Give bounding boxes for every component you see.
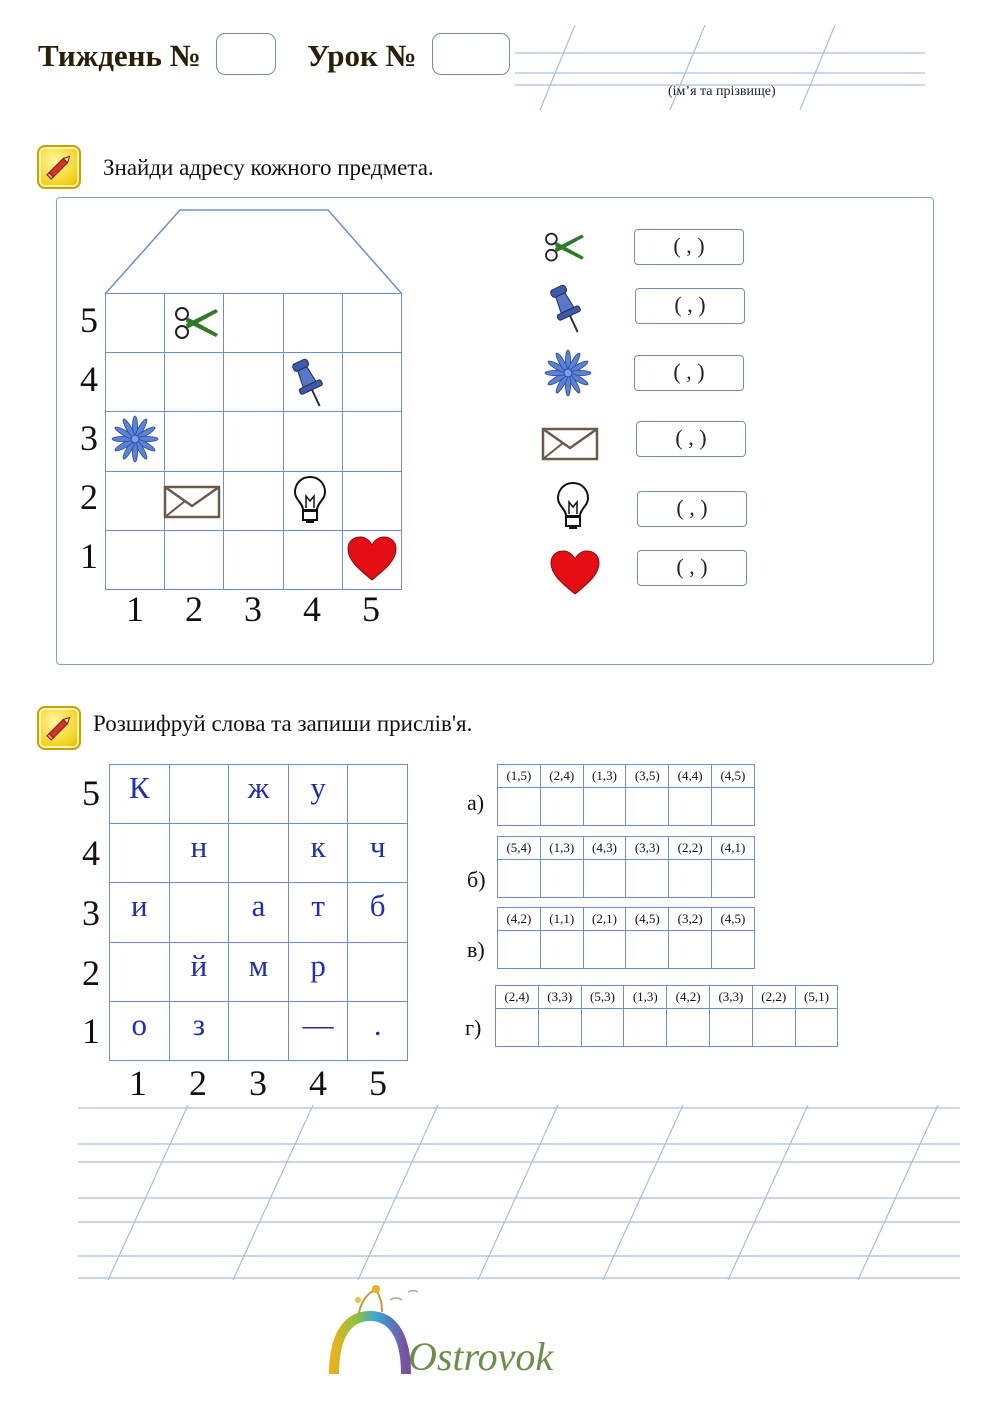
code-row-label: в) xyxy=(467,937,485,962)
house-grid-cell xyxy=(105,471,165,531)
code-row-label: а) xyxy=(467,790,485,815)
letter-cell: ч xyxy=(347,823,408,883)
code-cell[interactable] xyxy=(497,907,541,969)
letter-cell: а xyxy=(228,882,289,942)
week-number-input[interactable] xyxy=(216,33,276,75)
letter-cell xyxy=(169,882,230,942)
task1-x-axis xyxy=(105,588,401,628)
x-label: 1 xyxy=(129,1063,147,1103)
code-coordinate: (1,1) xyxy=(541,908,583,931)
task2-y-axis xyxy=(76,764,106,1060)
code-cell[interactable] xyxy=(711,836,755,898)
letter-cell: о xyxy=(109,1001,170,1061)
code-cell[interactable] xyxy=(581,985,625,1047)
letter-cell xyxy=(347,942,408,1002)
code-cell[interactable] xyxy=(752,985,796,1047)
x-label: 5 xyxy=(362,589,380,629)
x-label: 2 xyxy=(185,589,203,629)
code-coordinate: (4,5) xyxy=(712,765,754,788)
code-coordinate: (5,1) xyxy=(796,986,838,1009)
ostrovok-logo xyxy=(328,1282,578,1382)
code-cell[interactable] xyxy=(497,836,541,898)
y-label: 1 xyxy=(80,536,98,576)
code-cell[interactable] xyxy=(668,764,712,826)
house-grid-cell xyxy=(342,293,402,353)
house-grid-cell xyxy=(342,471,402,531)
code-cell[interactable] xyxy=(711,764,755,826)
x-label: 5 xyxy=(369,1063,387,1103)
task2-title: Розшифруй слова та запиши прислів'я. xyxy=(93,711,473,736)
letter-grid xyxy=(109,764,407,1060)
code-cell[interactable] xyxy=(625,907,669,969)
code-coordinate: (4,5) xyxy=(626,908,668,931)
code-cell[interactable] xyxy=(540,764,584,826)
pencil-icon xyxy=(37,145,81,189)
pushpin-icon xyxy=(545,282,591,336)
y-label: 3 xyxy=(80,418,98,458)
letter-cell xyxy=(109,823,170,883)
answer-box-envelope[interactable]: ( , ) xyxy=(636,421,746,457)
x-label: 3 xyxy=(244,589,262,629)
letter-cell xyxy=(347,764,408,824)
letter-cell: б xyxy=(347,882,408,942)
name-note: (ім’я та прізвище) xyxy=(668,84,776,99)
letter-cell: и xyxy=(109,882,170,942)
answer-box-heart[interactable]: ( , ) xyxy=(637,550,747,586)
letter-cell: . xyxy=(347,1001,408,1061)
x-label: 4 xyxy=(303,589,321,629)
code-cell[interactable] xyxy=(540,836,584,898)
y-label: 3 xyxy=(82,893,100,933)
house-grid-cell xyxy=(283,293,343,353)
code-coordinate: (1,5) xyxy=(498,765,540,788)
code-coordinate: (2,1) xyxy=(584,908,626,931)
answer-box-flower[interactable]: ( , ) xyxy=(634,355,744,391)
heart-icon xyxy=(346,535,398,583)
flower-icon xyxy=(110,414,160,464)
answer-box-pushpin[interactable]: ( , ) xyxy=(635,288,745,324)
x-label: 3 xyxy=(249,1063,267,1103)
code-coordinate: (3,3) xyxy=(539,986,581,1009)
lightbulb-icon xyxy=(555,480,591,532)
code-cell[interactable] xyxy=(583,907,627,969)
house-grid-cell xyxy=(223,530,283,590)
letter-cell xyxy=(109,942,170,1002)
code-cell[interactable] xyxy=(666,985,710,1047)
house-grid-cell xyxy=(283,530,343,590)
task2-x-axis xyxy=(109,1062,407,1102)
house-grid-cell xyxy=(164,411,224,471)
lightbulb-icon xyxy=(292,474,328,526)
code-cell[interactable] xyxy=(709,985,753,1047)
code-coordinate: (1,3) xyxy=(541,837,583,860)
house-grid-cell xyxy=(342,352,402,412)
code-coordinate: (5,3) xyxy=(582,986,624,1009)
y-label: 4 xyxy=(80,359,98,399)
lesson-label: Урок № xyxy=(307,38,417,73)
answer-box-scissors[interactable]: ( , ) xyxy=(634,229,744,265)
week-label: Тиждень № xyxy=(38,38,201,73)
house-grid-cell xyxy=(342,411,402,471)
house-grid-cell xyxy=(223,411,283,471)
y-label: 2 xyxy=(82,953,100,993)
x-label: 4 xyxy=(309,1063,327,1103)
house-grid-cell xyxy=(223,352,283,412)
y-label: 4 xyxy=(82,833,100,873)
letter-cell: з xyxy=(169,1001,230,1061)
letter-cell: р xyxy=(288,942,349,1002)
code-cell[interactable] xyxy=(623,985,667,1047)
code-coordinate: (2,4) xyxy=(496,986,538,1009)
envelope-icon xyxy=(163,484,221,520)
flower-icon xyxy=(543,348,593,398)
scissors-icon xyxy=(172,304,220,344)
code-cell[interactable] xyxy=(625,764,669,826)
code-cell[interactable] xyxy=(583,764,627,826)
code-cell[interactable] xyxy=(625,836,669,898)
code-cell[interactable] xyxy=(668,907,712,969)
letter-cell: ж xyxy=(228,764,289,824)
y-label: 1 xyxy=(82,1011,100,1051)
lesson-number-input[interactable] xyxy=(432,33,510,75)
letter-cell: й xyxy=(169,942,230,1002)
house-grid-cell xyxy=(105,352,165,412)
code-coordinate: (2,2) xyxy=(753,986,795,1009)
letter-cell: м xyxy=(228,942,289,1002)
house-grid-cell xyxy=(105,530,165,590)
code-coordinate: (1,3) xyxy=(584,765,626,788)
code-coordinate: (4,4) xyxy=(669,765,711,788)
code-coordinate: (2,4) xyxy=(541,765,583,788)
letter-cell: к xyxy=(288,823,349,883)
code-coordinate: (4,2) xyxy=(498,908,540,931)
y-label: 2 xyxy=(80,477,98,517)
pushpin-icon xyxy=(287,356,333,410)
y-label: 5 xyxy=(80,300,98,340)
code-coordinate: (3,2) xyxy=(669,908,711,931)
code-cell[interactable] xyxy=(795,985,839,1047)
code-coordinate: (4,1) xyxy=(712,837,754,860)
scissors-icon xyxy=(540,230,588,266)
code-cell[interactable] xyxy=(497,764,541,826)
pencil-icon xyxy=(37,706,81,750)
letter-cell xyxy=(228,823,289,883)
letter-cell: у xyxy=(288,764,349,824)
house-grid-cell xyxy=(223,471,283,531)
code-coordinate: (3,3) xyxy=(710,986,752,1009)
code-cell[interactable] xyxy=(711,907,755,969)
code-cell[interactable] xyxy=(583,836,627,898)
x-label: 1 xyxy=(126,589,144,629)
code-coordinate: (4,5) xyxy=(712,908,754,931)
x-label: 2 xyxy=(189,1063,207,1103)
envelope-icon xyxy=(541,426,599,462)
y-label: 5 xyxy=(82,773,100,813)
code-coordinate: (1,3) xyxy=(624,986,666,1009)
heart-icon xyxy=(549,549,601,597)
letter-cell xyxy=(228,1001,289,1061)
letter-cell xyxy=(169,764,230,824)
code-row-label: г) xyxy=(465,1015,482,1040)
logo-text: Ostrovok xyxy=(408,1334,554,1379)
house-grid-cell xyxy=(283,411,343,471)
letter-cell: т xyxy=(288,882,349,942)
house-grid-cell xyxy=(164,530,224,590)
code-cell[interactable] xyxy=(538,985,582,1047)
code-coordinate: (2,2) xyxy=(669,837,711,860)
code-cell[interactable] xyxy=(668,836,712,898)
house-roof xyxy=(100,205,410,300)
code-coordinate: (3,5) xyxy=(626,765,668,788)
house-grid-cell xyxy=(105,293,165,353)
house-grid-cell xyxy=(223,293,283,353)
letter-cell: — xyxy=(288,1001,349,1061)
code-coordinate: (5,4) xyxy=(498,837,540,860)
letter-cell: н xyxy=(169,823,230,883)
code-cell[interactable] xyxy=(495,985,539,1047)
code-coordinate: (3,3) xyxy=(626,837,668,860)
code-cell[interactable] xyxy=(540,907,584,969)
answer-writing-lines[interactable] xyxy=(78,1100,960,1285)
letter-cell: К xyxy=(109,764,170,824)
house-grid-cell xyxy=(164,352,224,412)
answer-box-lightbulb[interactable]: ( , ) xyxy=(637,491,747,527)
code-coordinate: (4,2) xyxy=(667,986,709,1009)
code-coordinate: (4,3) xyxy=(584,837,626,860)
task1-title: Знайди адресу кожного предмета. xyxy=(103,155,434,180)
code-row-label: б) xyxy=(467,867,486,892)
